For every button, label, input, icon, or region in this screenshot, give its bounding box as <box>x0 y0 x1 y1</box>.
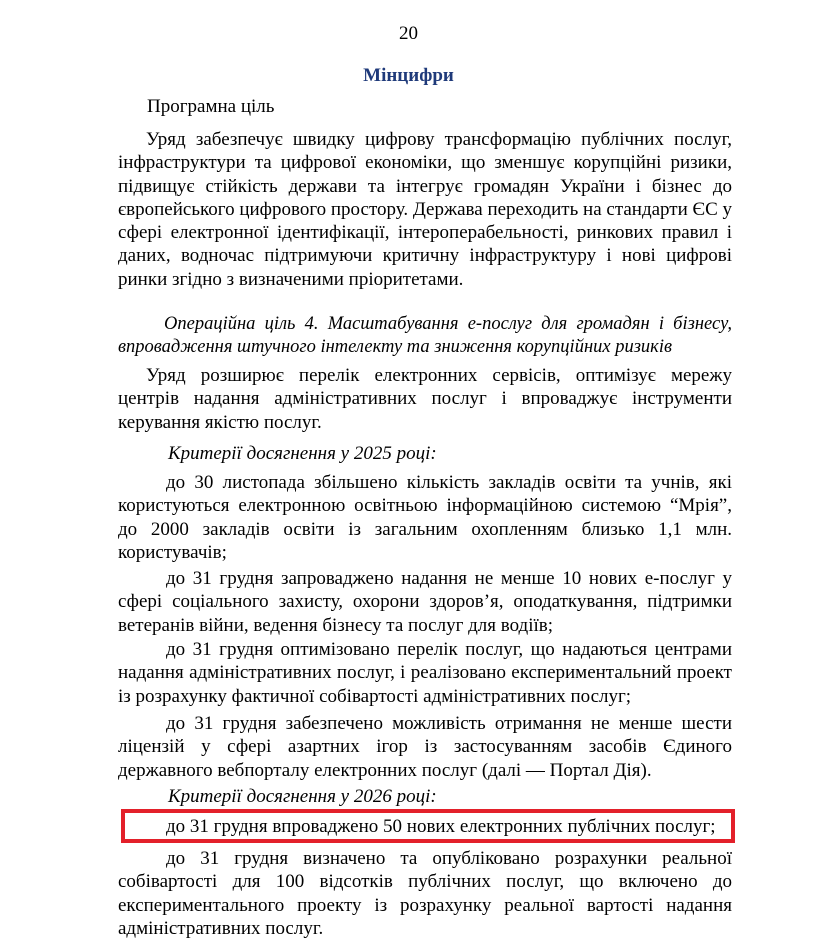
criteria-2025-item: до 31 грудня забезпечено можливість отримання не менше шести ліцензій у сфері азартних ігор із застосуванням засобів Єдиного державного вебпорталу електронних послуг (далі — Портал Дія). <box>118 713 732 781</box>
criteria-2025-item: до 30 листопада збільшено кількість закладів освіти та учнів, які користуються електронною освітньою інформаційною системою “Мрія”, до 2000 закладів освіти із загальним охопленням близько 1,1 млн. користувачів; <box>118 472 732 563</box>
page-number: 20 <box>399 23 418 44</box>
program-goal-text: Уряд забезпечує швидку цифрову трансформацію публічних послуг, інфраструктури та цифрової економіки, що зменшує корупційні ризики, підвищує стійкість держави та інтегрує громадян України і бізнес до європейського цифрового простору. Держава переходить на стандарти ЄС у сфері електронної ідентифікації, інтероперабельності, ринкових правил і даних, водночас підтримуючи критичну інфраструктуру і нові цифрові ринки згідно з визначеними пріоритетами. <box>118 129 732 290</box>
program-goal-label: Програмна ціль <box>147 96 275 117</box>
criteria-2025-item: до 31 грудня оптимізовано перелік послуг, що надаються центрами надання адміністративних послуг, і реалізовано експериментальний проект із розрахунку фактичної собівартості адміністративних послуг; <box>118 639 732 707</box>
operational-goal-title: Операційна ціль 4. Масштабування е-послуг для громадян і бізнесу, впровадження штучного інтелекту та зниження корупційних ризиків <box>118 314 732 357</box>
highlight-box <box>121 809 735 843</box>
criteria-2026-label: Критерії досягнення у 2026 році: <box>168 786 437 807</box>
criteria-2026-item: до 31 грудня визначено та опубліковано розрахунки реальної собівартості для 100 відсотків публічних послуг, що включено до експериментального проекту із розрахунку реальної вартості надання адміністративних послуг. <box>118 848 732 939</box>
criteria-2026-item-highlighted: до 31 грудня впроваджено 50 нових електронних публічних послуг; <box>166 816 716 837</box>
operational-goal-text: Уряд розширює перелік електронних сервісів, оптимізує мережу центрів надання адміністративних послуг і впроваджує інструменти керування якістю послуг. <box>118 365 732 433</box>
ministry-heading: Мінцифри <box>363 65 454 86</box>
criteria-2025-item: до 31 грудня запроваджено надання не менше 10 нових е-послуг у сфері соціального захисту, охорони здоров’я, оподаткування, підтримки ветеранів війни, ведення бізнесу та послуг для водіїв; <box>118 568 732 636</box>
criteria-2025-label: Критерії досягнення у 2025 році: <box>168 443 437 464</box>
